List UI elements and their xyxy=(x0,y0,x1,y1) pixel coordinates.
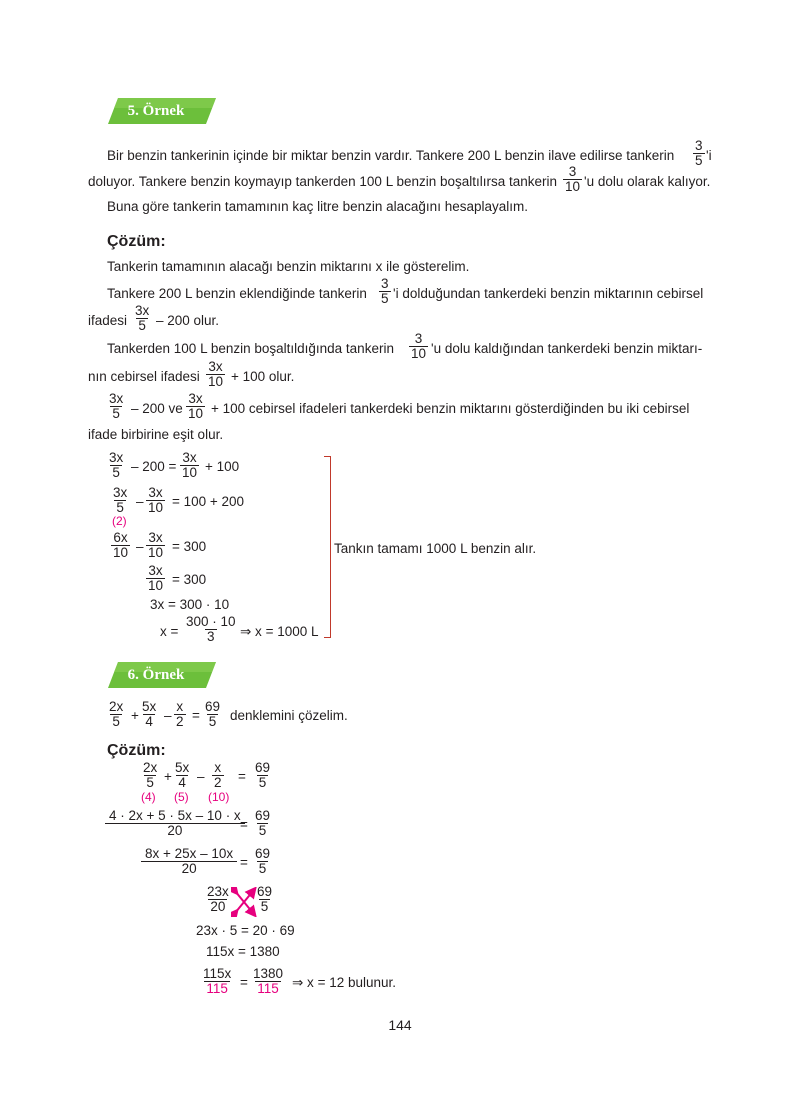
fraction-69-5: $\frac{69}{5}$ xyxy=(255,808,271,838)
solution-line3-end: – 200 olur. xyxy=(156,313,220,328)
fraction-69-5: $\frac{69}{5}$ xyxy=(257,884,273,914)
fraction-3x-10: $\frac{3x}{10}$ xyxy=(188,391,204,421)
op-equals: = xyxy=(240,975,248,990)
multiplier-10: (10) xyxy=(208,790,230,804)
solution-line3: ifadesi xyxy=(88,313,128,328)
fraction-2x-5: $\frac{2x}{5}$ xyxy=(143,760,158,790)
fraction-69-5: $\frac{69}{5}$ xyxy=(205,699,221,729)
solution-line2-end: 'i dolduğundan tankerdeki benzin miktarının cebirsel xyxy=(393,286,704,301)
eq1-end: + 100 xyxy=(205,459,240,474)
eq5: 3x = 300 · 10 xyxy=(150,597,230,612)
problem-text-line2: doluyor. Tankere benzin koymayıp tankerden 100 L benzin boşaltılırsa tankerin xyxy=(88,174,558,189)
solution-line4: Tankerden 100 L benzin boşaltıldığında tankerin xyxy=(107,341,394,356)
eq4-end: = 300 xyxy=(172,572,207,587)
multiplier-5: (5) xyxy=(174,790,189,804)
fraction-3x-10: $\frac{3x}{10}$ xyxy=(148,530,164,560)
fraction-3x-5: $\frac{3x}{5}$ xyxy=(109,450,124,480)
fraction-3x-10: $\frac{3x}{10}$ xyxy=(148,485,164,515)
fraction-3-5: $\frac{3}{5}$ xyxy=(695,138,703,168)
fraction-combined-20: $\frac{4 \cdot 2x + 5 \cdot 5x - 10 \cdot x}{20}$ xyxy=(107,809,243,838)
fraction-3x-5: $\frac{3x}{5}$ xyxy=(109,391,124,421)
eq6-end: ⇒ x = 1000 L xyxy=(240,624,319,639)
example-5-banner xyxy=(108,98,216,124)
solution-line1: Tankerin tamamının alacağı benzin miktarını x ile gösterelim. xyxy=(107,259,470,274)
eq6-start: x = xyxy=(160,624,179,639)
solution-heading: Çözüm: xyxy=(107,233,166,250)
fraction-3x-5: $\frac{3x}{5}$ xyxy=(113,485,128,515)
fraction-115x-115: $\frac{115x}{115}$ xyxy=(203,966,232,996)
op-equals: = xyxy=(240,855,248,870)
final-answer: ⇒ x = 12 bulunur. xyxy=(292,975,397,990)
result-bracket xyxy=(324,456,331,638)
solution-line6: – 200 ve xyxy=(131,401,183,416)
problem-text-line1: Bir benzin tankerinin içinde bir miktar benzin vardır. Tankere 200 L benzin ilave edilirse tankerin xyxy=(107,148,675,163)
eq2-minus: – xyxy=(136,494,144,509)
question-text: denklemini çözelim. xyxy=(230,708,348,723)
example-6-banner xyxy=(108,662,216,688)
fraction-3-5: $\frac{3}{5}$ xyxy=(381,276,389,306)
example-5-title: 5. Örnek xyxy=(127,103,185,119)
example-6-title: 6. Örnek xyxy=(127,667,185,683)
page-number: 144 xyxy=(388,1017,412,1033)
fraction-69-5: $\frac{69}{5}$ xyxy=(255,760,271,790)
fraction-5x-4: $\frac{5x}{4}$ xyxy=(175,760,190,790)
op-equals: = xyxy=(238,769,246,784)
fraction-300x10-3: $\frac{300 \cdot 10}{3}$ xyxy=(186,614,236,644)
fraction-1380-115: $\frac{1380}{115}$ xyxy=(253,966,284,996)
solution-line6-end: + 100 cebirsel ifadeleri tankerdeki benzin miktarını gösterdiğinden bu iki cebirsel xyxy=(211,401,690,416)
fraction-23x-20: $\frac{23x}{20}$ xyxy=(207,884,229,914)
op-plus: + xyxy=(131,708,139,723)
eq1-mid: – 200 = xyxy=(131,459,177,474)
op-equals: = xyxy=(240,817,248,832)
solution-line4-end: 'u dolu kaldığından tankerdeki benzin miktarı- xyxy=(431,341,703,356)
eq3-minus: – xyxy=(136,539,144,554)
fraction-3-10: $\frac{3}{10}$ xyxy=(411,331,427,361)
fraction-2x-5: $\frac{2x}{5}$ xyxy=(109,699,124,729)
op-plus: + xyxy=(164,769,172,784)
fraction-3x-10: $\frac{3x}{10}$ xyxy=(148,563,164,593)
solution-line2: Tankere 200 L benzin eklendiğinde tankerin xyxy=(107,286,367,301)
op-equals: = xyxy=(192,708,200,723)
fraction-5x-4: $\frac{5x}{4}$ xyxy=(142,699,157,729)
problem-text-suffix: 'i xyxy=(706,148,712,163)
solution-line5: nın cebirsel ifadesi xyxy=(88,369,200,384)
fraction-3x-10: $\frac{3x}{10}$ xyxy=(182,450,198,480)
cross-multiplied-equation: 23x · 5 = 20 · 69 xyxy=(196,923,295,938)
problem-text-line3: Buna göre tankerin tamamının kaç litre benzin alacağını hesaplayalım. xyxy=(107,199,528,214)
simplified-equation: 115x = 1380 xyxy=(206,944,280,959)
eq3-end: = 300 xyxy=(172,539,207,554)
cross-multiply-arrows-icon xyxy=(231,887,257,917)
solution-line5-end: + 100 olur. xyxy=(231,369,295,384)
op-minus: – xyxy=(197,769,205,784)
problem-text-line2-end: 'u dolu olarak kalıyor. xyxy=(584,174,711,189)
fraction-simplified-20: $\frac{8x + 25x - 10x}{20}$ xyxy=(143,847,235,876)
solution-line7: ifade birbirine eşit olur. xyxy=(88,427,224,442)
fraction-6x-10: $\frac{6x}{10}$ xyxy=(113,530,129,560)
op-minus: – xyxy=(164,708,172,723)
multiplier-4: (4) xyxy=(141,790,156,804)
fraction-x-2: $\frac{x}{2}$ xyxy=(214,760,222,790)
fraction-3x-5: $\frac{3x}{5}$ xyxy=(135,303,150,333)
fraction-3-10: $\frac{3}{10}$ xyxy=(565,164,581,194)
multiplier-2: (2) xyxy=(112,514,127,528)
fraction-x-2: $\frac{x}{2}$ xyxy=(176,699,184,729)
eq2-end: = 100 + 200 xyxy=(172,494,245,509)
solution-6-heading: Çözüm: xyxy=(107,742,166,759)
fraction-69-5: $\frac{69}{5}$ xyxy=(255,846,271,876)
result-text: Tankın tamamı 1000 L benzin alır. xyxy=(334,541,537,556)
fraction-3x-10: $\frac{3x}{10}$ xyxy=(208,359,224,389)
